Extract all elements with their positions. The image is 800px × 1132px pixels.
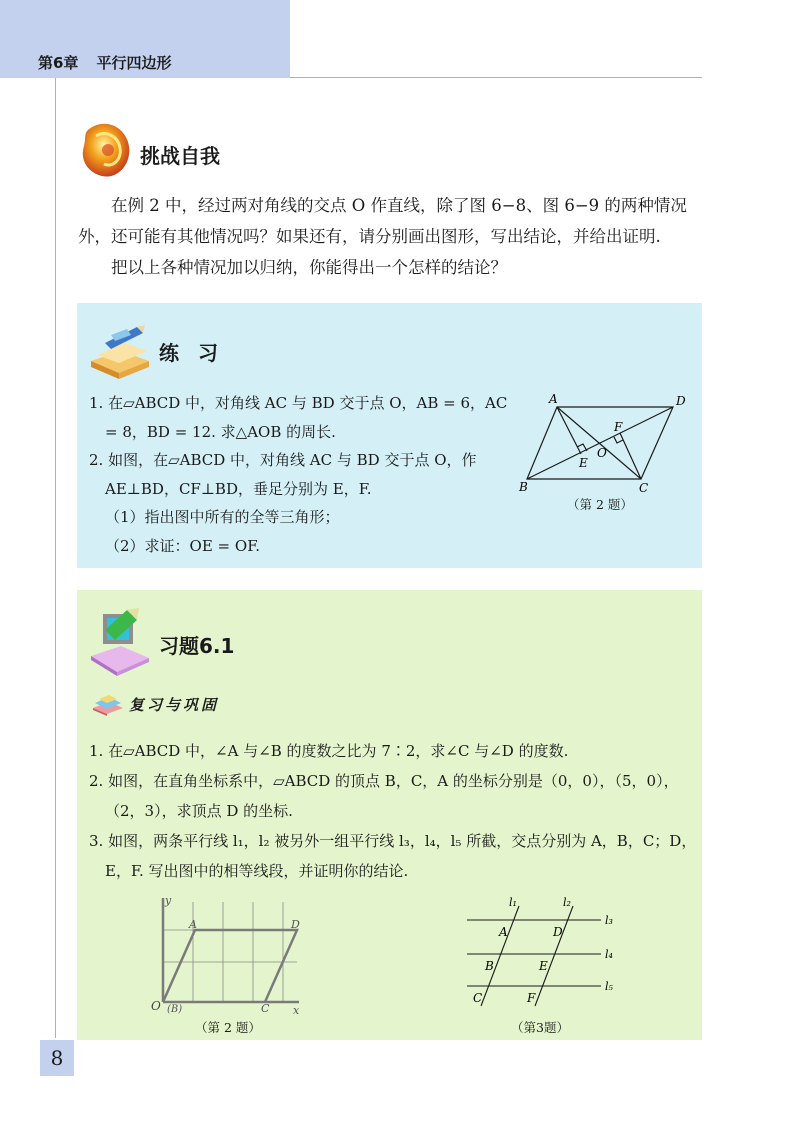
parallelogram-abcd xyxy=(163,930,297,1002)
book-pencil-icon xyxy=(87,321,153,381)
homework-figure-2-caption: （第 2 题） xyxy=(195,1020,261,1035)
exercise-q2-line-2: AE⊥BD，CF⊥BD，垂足分别为 E，F. xyxy=(105,479,372,498)
exercise-parallelogram-figure xyxy=(517,391,697,495)
computer-book-icon xyxy=(87,606,153,678)
challenge-paragraph-2: 把以上各种情况加以归纳，你能得出一个怎样的结论？ xyxy=(111,258,507,277)
exercise-q2-sub-1: （1）指出图中所有的全等三角形； xyxy=(105,508,340,526)
figure-diagonal-bd xyxy=(527,407,673,479)
homework-title: 习题6.1 xyxy=(159,634,235,658)
fig3-label-d: D xyxy=(553,925,563,939)
fig3-label-l5: l₅ xyxy=(605,980,613,993)
homework-q2-line-1: 2. 如图，在直角坐标系中，▱ABCD 的顶点 B，C，A 的坐标分别是（0，0），（5，0）， xyxy=(89,772,679,790)
figure-label-f: F xyxy=(614,420,623,434)
figure-label-o: O xyxy=(597,446,607,460)
chapter-header-title xyxy=(38,52,171,73)
page-number: 8 xyxy=(50,1046,64,1070)
line-l1 xyxy=(481,906,519,1006)
exercise-q2-sub-2: （2）求证：OE = OF. xyxy=(105,536,261,555)
chapter-title: 平行四边形 xyxy=(96,54,172,72)
exercise-q1-line-2: = 8，BD = 12. 求△AOB 的周长. xyxy=(105,422,336,441)
homework-figure-3-caption: （第3题） xyxy=(511,1020,569,1035)
fig2-label-o: O xyxy=(151,999,161,1013)
fig3-label-f: F xyxy=(527,991,536,1005)
figure-label-c: C xyxy=(639,481,649,495)
chapter-number: 第6章 xyxy=(38,54,79,72)
challenge-badge-icon xyxy=(78,118,134,184)
homework-panel xyxy=(77,590,702,1040)
fig3-label-a: A xyxy=(499,925,508,939)
fig2-label-x: x xyxy=(293,1004,300,1016)
figure-label-a: A xyxy=(549,392,558,406)
page-number-badge xyxy=(40,1040,74,1076)
header-rule xyxy=(290,77,702,78)
fig3-label-l1: l₁ xyxy=(509,896,517,909)
fig3-label-b: B xyxy=(485,959,494,973)
homework-q3-line-1: 3. 如图，两条平行线 l₁，l₂ 被另外一组平行线 l₃，l₄，l₅ 所截，交点分别为 A，B，C；D， xyxy=(89,832,697,850)
homework-q1: 1. 在▱ABCD 中，∠A 与∠B 的度数之比为 7∶2，求∠C 与∠D 的度数. xyxy=(89,742,569,760)
homework-subsection-title: 复习与巩固 xyxy=(129,696,220,714)
fig2-label-c: C xyxy=(261,1002,270,1015)
fig2-label-d: D xyxy=(291,918,300,931)
challenge-body xyxy=(78,190,708,283)
fig2-label-b: (B) xyxy=(167,1004,183,1015)
fig3-label-l4: l₄ xyxy=(605,948,613,961)
exercise-q1-line-1: 1. 在▱ABCD 中，对角线 AC 与 BD 交于点 O，AB = 6，AC xyxy=(89,394,508,412)
exercise-title: 练 习 xyxy=(159,341,224,365)
stacked-books-icon xyxy=(91,694,125,716)
challenge-title: 挑战自我 xyxy=(140,144,220,168)
challenge-paragraph-1-line-2: 外，还可能有其他情况吗？如果还有，请分别画出图形，写出结论，并给出证明. xyxy=(78,227,661,246)
figure-label-e: E xyxy=(579,456,588,470)
challenge-paragraph-1-line-1: 在例 2 中，经过两对角线的交点 O 作直线，除了图 6−8、图 6−9 的两种情况 xyxy=(111,196,687,215)
exercise-figure-caption: （第 2 题） xyxy=(567,497,633,512)
fig2-label-a: A xyxy=(189,918,197,931)
homework-questions xyxy=(89,736,699,886)
homework-q3-line-2: E，F. 写出图中的相等线段，并证明你的结论. xyxy=(105,862,409,880)
exercise-panel xyxy=(77,303,702,568)
exercise-q2-line-1: 2. 如图，在▱ABCD 中，对角线 AC 与 BD 交于点 O，作 xyxy=(89,451,477,469)
coordinate-parallelogram-figure xyxy=(149,892,309,1016)
homework-q2-line-2: （2，3），求顶点 D 的坐标. xyxy=(105,802,293,820)
fig2-label-y: y xyxy=(165,894,172,907)
figure-label-d: D xyxy=(676,394,686,408)
fig3-label-c: C xyxy=(473,991,483,1005)
margin-rule xyxy=(55,78,56,1038)
figure-perpendicular-cf xyxy=(620,433,641,479)
line-l2 xyxy=(535,906,573,1006)
fig3-label-e: E xyxy=(539,959,548,973)
parallel-lines-figure xyxy=(459,896,629,1016)
fig3-label-l2: l₂ xyxy=(563,896,571,909)
challenge-heading xyxy=(78,118,378,188)
figure-label-b: B xyxy=(519,480,528,494)
exercise-questions xyxy=(89,389,509,560)
fig3-label-l3: l₃ xyxy=(605,914,613,927)
